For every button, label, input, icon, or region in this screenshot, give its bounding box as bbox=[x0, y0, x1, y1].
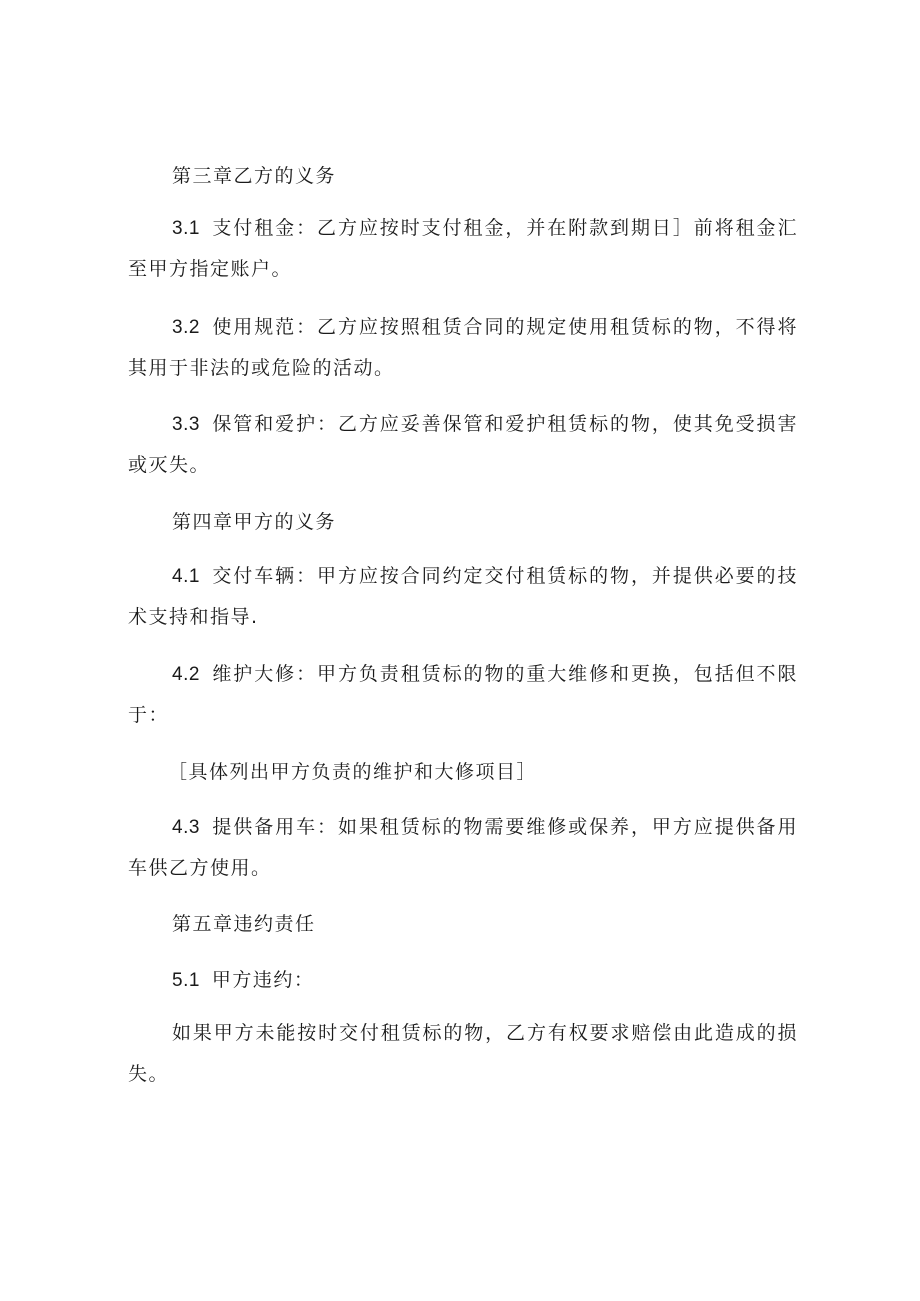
clause-number: 3.2 bbox=[172, 317, 200, 338]
clause-text: 甲方违约： bbox=[211, 969, 315, 991]
clause-number: 4.2 bbox=[172, 664, 200, 685]
clause-number: 4.1 bbox=[172, 566, 200, 587]
clause-text: 支付租金：乙方应按时支付租金，并在附款到期日］前将租金汇至甲方指定账户。 bbox=[128, 217, 798, 280]
clause-text: 提供备用车：如果租赁标的物需要维修或保养，甲方应提供备用车供乙方使用。 bbox=[128, 816, 798, 879]
clause-5-1 bbox=[128, 960, 798, 1001]
clause-3-2 bbox=[128, 307, 798, 389]
clause-text: 交付车辆：甲方应按合同约定交付租赁标的物，并提供必要的技术支持和指导. bbox=[128, 565, 798, 628]
clause-text: 保管和爱护：乙方应妥善保管和爱护租赁标的物，使其免受损害或灭失。 bbox=[128, 413, 798, 476]
clause-number: 3.1 bbox=[172, 218, 200, 239]
clause-number: 4.3 bbox=[172, 817, 200, 838]
clause-4-2 bbox=[128, 654, 798, 736]
clause-4-1 bbox=[128, 556, 798, 638]
chapter-5-title: 第五章违约责任 bbox=[172, 913, 316, 935]
clause-number: 3.3 bbox=[172, 414, 200, 435]
chapter-4-title: 第四章甲方的义务 bbox=[172, 511, 337, 533]
maintenance-items-placeholder: ［具体列出甲方负责的维护和大修项目］ bbox=[168, 761, 538, 783]
clause-5-1-body: 如果甲方未能按时交付租赁标的物，乙方有权要求赔偿由此造成的损失。 bbox=[128, 1022, 798, 1085]
chapter-3-title: 第三章乙方的义务 bbox=[172, 165, 337, 187]
clause-text: 使用规范：乙方应按照租赁合同的规定使用租赁标的物，不得将其用于非法的或危险的活动。 bbox=[128, 316, 798, 379]
clause-3-3 bbox=[128, 404, 798, 486]
clause-text: 维护大修：甲方负责租赁标的物的重大维修和更换，包括但不限于： bbox=[128, 663, 798, 726]
clause-number: 5.1 bbox=[172, 970, 200, 991]
clause-3-1 bbox=[128, 208, 798, 290]
clause-4-3 bbox=[128, 807, 798, 889]
